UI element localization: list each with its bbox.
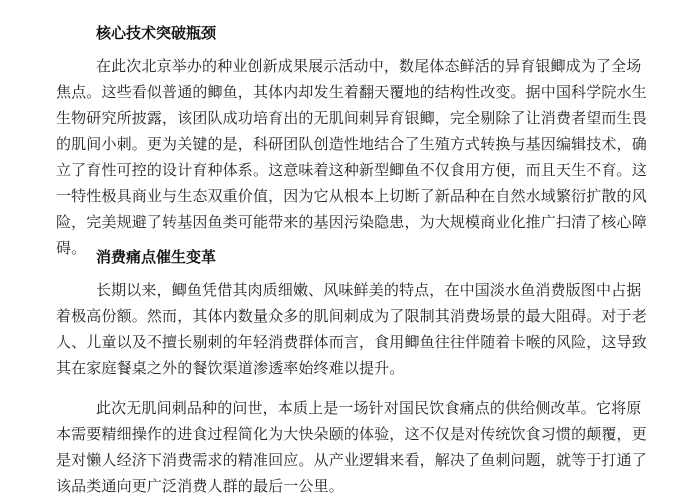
section-heading-core-tech: 核心技术突破瓶颈 [96, 24, 217, 42]
section-heading-consumer-pain: 消费痛点催生变革 [96, 248, 217, 266]
paragraph-supply-reform: 此次无肌间刺品种的问世，本质上是一场针对国民饮食痛点的供给侧改革。它将原本需要精细操作的进食过程简化为大快朵颐的体验，这不仅是对传统饮食习惯的颠覆，更是对懒人经济下消费需求的精准回应。从产业逻辑来看，解决了鱼刺问题，就等于打通了该品类通向更广泛消费人群的最后一公里。 [56, 399, 647, 495]
paragraph-core-tech: 在此次北京举办的种业创新成果展示活动中，数尾体态鲜活的异育银鲫成为了全场焦点。这些看似普通的鲫鱼，其体内却发生着翻天覆地的结构性改变。据中国科学院水生生物研究所披露，该团队成功培育出的无肌间刺异育银鲫，完全剔除了让消费者望而生畏的肌间小刺。更为关键的是，科研团队创造性地结合了生殖方式转换与基因编辑技术，确立了育性可控的设计育种体系。这意味着这种新型鲫鱼不仅食用方便，而且天生不育。这一特性极具商业与生态双重价值，因为它从根本上切断了新品种在自然水域繁衍扩散的风险，完美规避了转基因鱼类可能带来的基因污染隐患，为大规模商业化推广扫清了核心障碍。 [56, 57, 647, 257]
paragraph-consumer-pain: 长期以来，鲫鱼凭借其肉质细嫩、风味鲜美的特点，在中国淡水鱼消费版图中占据着极高份额。然而，其体内数量众多的肌间刺成为了限制其消费场景的最大阻碍。对于老人、儿童以及不擅长剔刺的年轻消费群体而言，食用鲫鱼往往伴随着卡喉的风险，这导致其在家庭餐桌之外的餐饮渠道渗透率始终难以提升。 [56, 281, 647, 377]
